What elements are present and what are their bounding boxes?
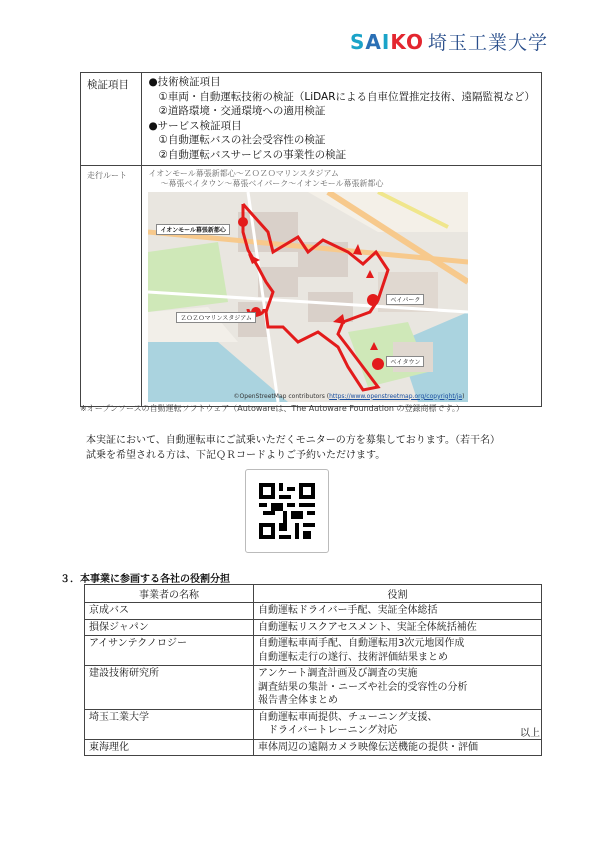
saiko-logo: [350, 28, 548, 55]
verification-content: [142, 73, 542, 166]
map-label-baypark: ベイパーク: [386, 294, 424, 305]
company-role: 自動運転ドライバー手配、実証全体総括: [254, 603, 542, 620]
map-credit: ©OpenStreetMap contributors (https://www.openstreetmap.org/copyright/ja): [233, 392, 465, 400]
company-role: 自動運転リスクアセスメント、実証全体統括補佐: [254, 619, 542, 636]
company-role: 車体周辺の遠隔カメラ映像伝送機能の提供・評価: [254, 739, 542, 756]
roles-table: [84, 584, 542, 756]
company-role: 自動運転車両手配、自動運転用3次元地図作成 自動運転走行の遂行、技術評価結果まとめ: [254, 636, 542, 666]
closing-text: 以上: [520, 728, 540, 739]
reservation-qr-code[interactable]: [245, 469, 329, 553]
osm-copyright-link[interactable]: https://www.openstreetmap.org/copyright/ja: [329, 392, 463, 400]
table-row: [85, 709, 542, 739]
header-role: 役割: [254, 585, 542, 603]
arrow-icon: [366, 270, 374, 278]
route-line-2: 〜幕張ベイタウン〜幕張ベイパーク〜イオンモール幕張新都心: [160, 178, 384, 188]
table-row: [85, 739, 542, 756]
company-name: 京成バス: [85, 603, 254, 620]
verification-line: ①自動運転バスの社会受容性の検証: [158, 134, 326, 147]
company-name: アイサンテクノロジー: [85, 636, 254, 666]
section-3-title: ３．本事業に参画する各社の役割分担: [60, 574, 230, 585]
map-label-zozo: ＺＯＺＯマリンスタジアム: [176, 312, 255, 323]
qr-code-icon: [259, 483, 315, 539]
route-description: [142, 166, 541, 189]
recruit-paragraph-2: 試乗を希望される方は、下記ＱＲコードよりご予約いただけます。: [86, 450, 386, 461]
verification-line: ●サービス検証項目: [148, 119, 242, 132]
header-company: 事業者の名称: [85, 585, 254, 603]
verification-label: 検証項目: [81, 73, 142, 166]
recruit-paragraph-1: 本実証において、自動運転車にご試乗いただくモニターの方を募集しております。（若干名）: [86, 435, 500, 446]
company-role: 自動運転車両提供、チューニング支援、 ドライバートレーニング対応: [254, 709, 542, 739]
map-label-baytown: ベイタウン: [386, 356, 424, 367]
route-line-1: イオンモール幕張新都心〜ＺＯＺＯマリンスタジアム: [148, 168, 339, 178]
map-label-aeon: イオンモール幕張新都心: [156, 224, 229, 235]
verification-row: [81, 73, 542, 166]
table-row: [85, 619, 542, 636]
bus-stop-aeon: [238, 217, 248, 227]
company-name: 東海理化: [85, 739, 254, 756]
autoware-footnote: ※オープンソースの自動運転ソフトウェア（Autowareは、The Autoware Foundation の登録商標です。）: [80, 404, 464, 413]
company-name: 建設技術研究所: [85, 666, 254, 710]
overview-table: [80, 72, 542, 407]
route-row: [81, 165, 542, 406]
company-role: アンケート調査計画及び調査の実施 調査結果の集計・ニーズや社会的受容性の分析 報告書全体まとめ: [254, 666, 542, 710]
table-row: [85, 636, 542, 666]
route-label: 走行ルート: [81, 165, 142, 406]
table-row: [85, 603, 542, 620]
table-row: [85, 666, 542, 710]
route-map: [148, 192, 468, 402]
verification-line: ①車両・自動運転技術の検証（LiDARによる自車位置推定技術、遠隔監視など）: [158, 90, 535, 103]
bus-stop-baypark: [367, 294, 379, 306]
verification-line: ②道路環境・交通環境への適用検証: [158, 105, 326, 118]
verification-line: ●技術検証項目: [148, 76, 221, 88]
roles-header-row: [85, 585, 542, 603]
logo-university-name: 埼玉工業大学: [427, 32, 548, 54]
logo-roman: SAIKO: [350, 29, 424, 54]
company-name: 埼玉工業大学: [85, 709, 254, 739]
bus-stop-baytown: [372, 358, 384, 370]
company-name: 損保ジャパン: [85, 619, 254, 636]
verification-line: ②自動運転バスサービスの事業性の検証: [158, 148, 347, 161]
